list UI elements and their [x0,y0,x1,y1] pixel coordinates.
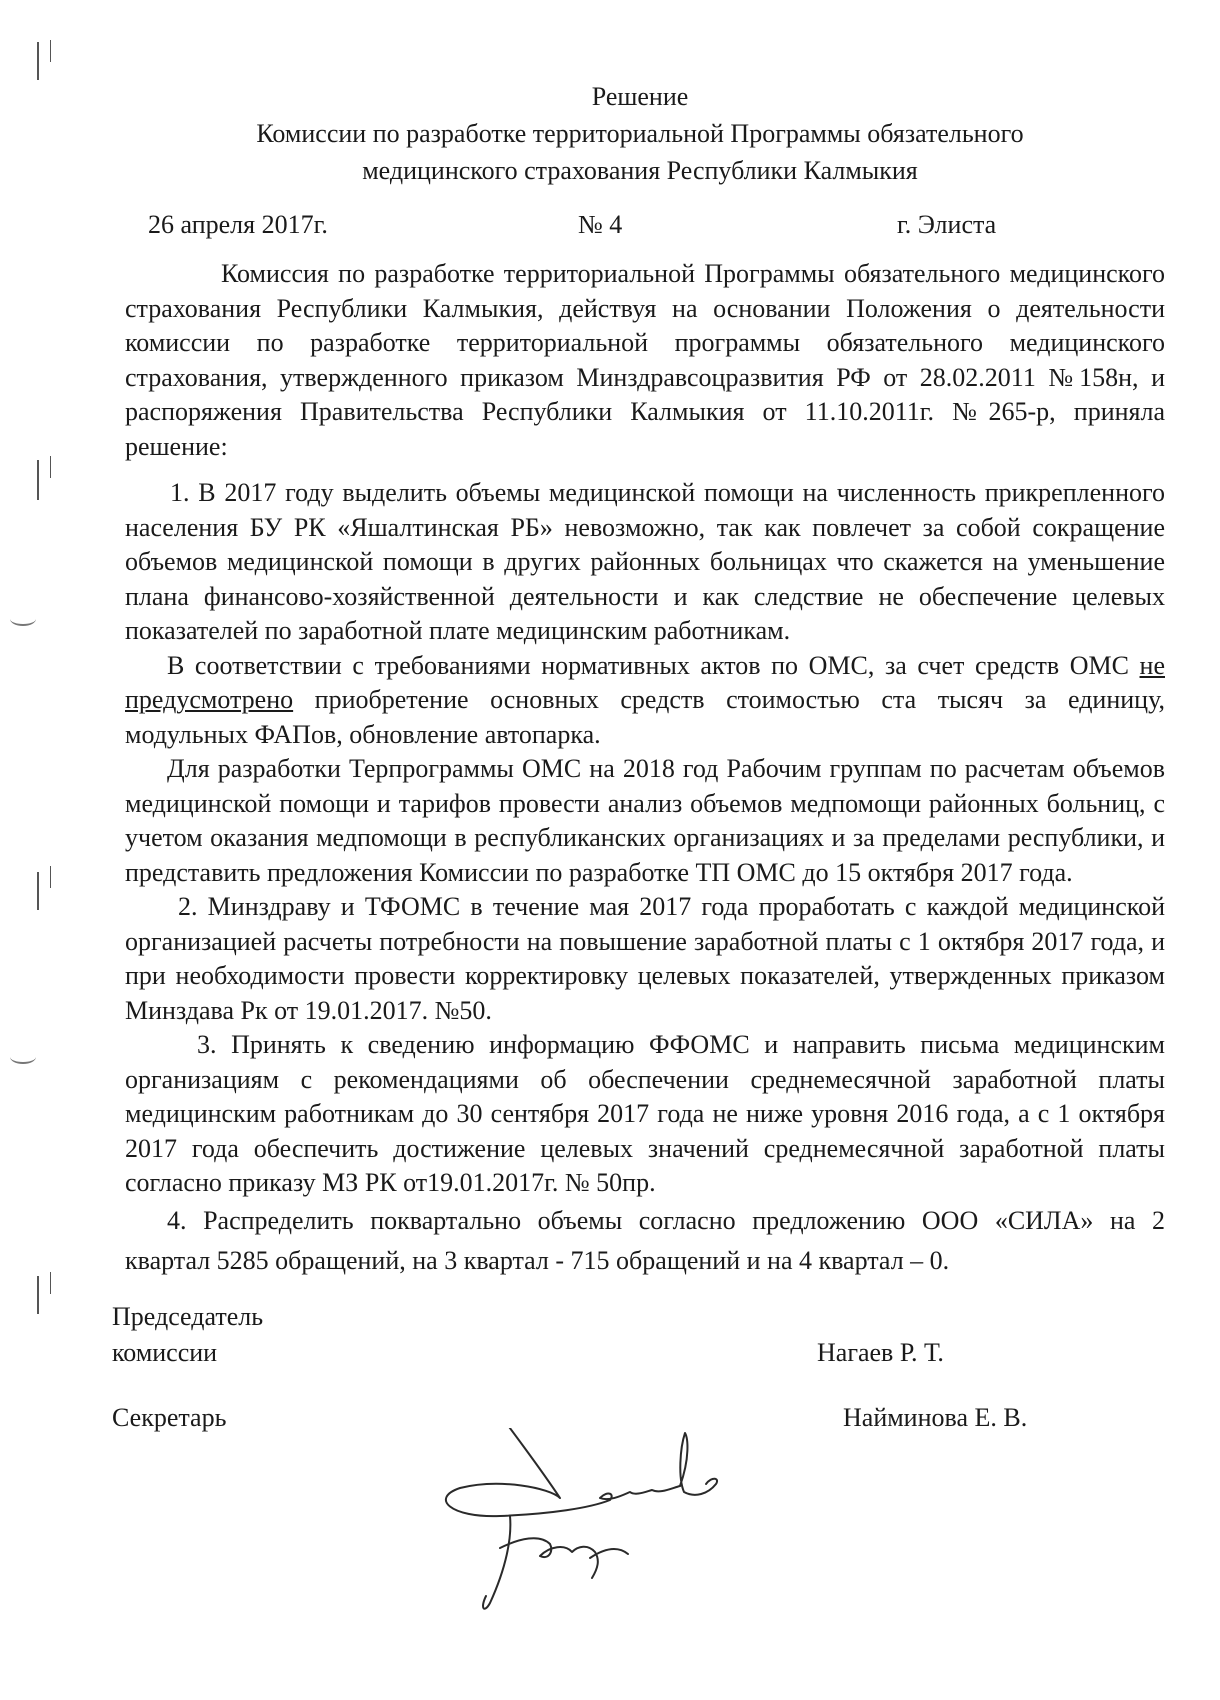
decision-item-1: 1. В 2017 году выделить объемы медицинской помощи на численность прикрепленного населения БУ РК «Яшалтинская РБ» невозможно, так как повлечет за собой сокращение объемов медицинской помощи в других районных больницах что скажется на уменьшение плана финансово-хозяйственной деятельности и как следствие не обеспечение целевых показателей по заработной плате медицинским работникам. [125,478,1165,645]
scan-mark [37,42,39,80]
oms-text-before: В соответствии с требованиями нормативных актов по ОМС, за счет средств ОМС [167,650,1140,680]
chair-name: Нагаев Р. Т. [817,1338,944,1367]
handwritten-signature [440,1428,760,1618]
terprogram-paragraph: Для разработки Терпрограммы ОМС на 2018 год Рабочим группам по расчетам объемов медицинской помощи и тарифов провести анализ объемов медпомощи районных больниц, с учетом оказания медпомощи в республиканских организациях и за пределами республики, и представить предложения Комиссии по разработке ТП ОМС до 15 октября 2017 года. [125,754,1165,887]
oms-text-underlined: не предусмотрено [125,650,1165,714]
scan-mark [37,460,39,500]
oms-paragraph [125,649,1165,753]
title-line: медицинского страхования Республики Калмыкия [362,156,918,185]
document-date: 26 апреля 2017г. [148,210,328,239]
scan-mark [37,1276,39,1314]
document-number: № 4 [578,210,623,239]
decision-item-4: 4. Распределить поквартально объемы согласно предложению ООО «СИЛА» на 2 квартал 5285 обращений, на 3 квартал - 715 обращений и на 4 квартал – 0. [125,1205,1165,1275]
scan-mark [50,1272,51,1294]
title-line: Комиссии по разработке территориальной Программы обязательного [256,119,1024,148]
scan-mark [37,872,39,910]
scan-mark [50,40,51,62]
scan-mark [50,456,51,478]
title-line: Решение [591,82,689,111]
scan-mark [10,612,36,626]
secretary-name: Найминова Е. В. [843,1403,1028,1432]
chair-label-line1: Председатель [112,1302,264,1331]
preamble-paragraph [125,257,1165,464]
decision-body [125,476,1165,1281]
preamble-text: Комиссия по разработке территориальной Программы обязательного медицинского страхования Республики Калмыкия, действуя на основании Положения о деятельности комиссии по разработке территориальной программы обязательного медицинского страхования, утвержденного приказом Минздравсоцразвития РФ от 28.02.2011 №158н, и распоряжения Правительства Республики Калмыкия от 11.10.2011г. №265-р, приняла решение: [125,259,1165,461]
decision-item-3: 3. Принять к сведению информацию ФФОМС и направить письма медицинским организациям с рекомендациями об обеспечении среднемесячной заработной платы медицинским работникам до 30 сентября 2017 года не ниже уровня 2016 года, а с 1 октября 2017 года обеспечить достижение целевых значений среднемесячной заработной платы согласно приказу МЗ РК от19.01.2017г. № 50пр. [125,1030,1165,1197]
document-city: г. Элиста [897,210,997,239]
scan-mark [50,866,51,888]
oms-text-after: приобретение основных средств стоимостью ста тысяч за единицу, модульных ФАПов, обновление автопарка. [125,685,1165,749]
scan-mark [10,1050,36,1064]
secretary-label: Секретарь [112,1403,227,1432]
decision-item-2: 2. Минздраву и ТФОМС в течение мая 2017 года проработать с каждой медицинской организацией расчеты потребности на повышение заработной платы с 1 октября 2017 года, и при необходимости провести корректировку целевых показателей, утвержденных приказом Минздава Рк от 19.01.2017. №50. [125,892,1165,1025]
document-title [130,78,1150,189]
chair-label-line2: комиссии [112,1338,218,1367]
